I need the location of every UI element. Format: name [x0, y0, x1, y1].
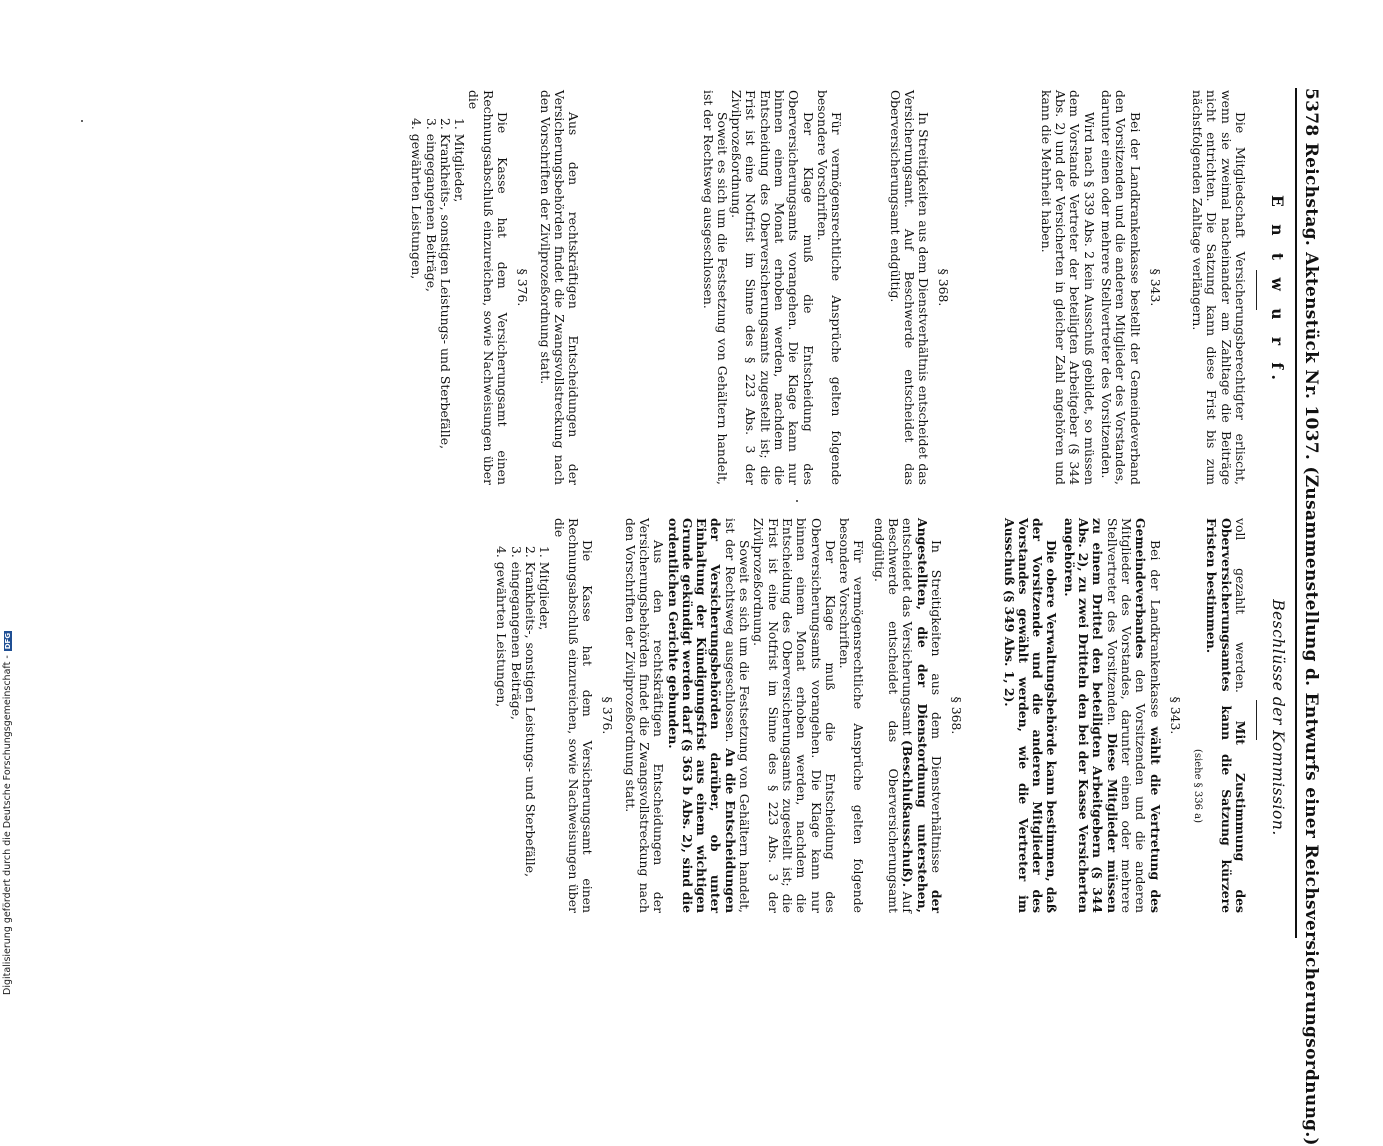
- right-column-title: Beschlüsse der Kommission.: [1269, 599, 1287, 836]
- right-paragraph: voll gezahlt werden. Mit Zustimmung des Oberversicherungsamtes kann die Satzung kürzere Fristen bestimmen.: [1204, 518, 1248, 913]
- list-item: 1. Mitglieder,: [537, 546, 553, 631]
- cross-reference-note: (siehe § 336 a): [1192, 749, 1204, 823]
- list-item: 2. Krankheits-, sonstigen Leistungs- und Sterbefälle,: [437, 118, 453, 450]
- list-item: 2. Krankheits-, sonstigen Leistungs- und Sterbefälle,: [522, 546, 538, 878]
- left-list: [409, 90, 466, 485]
- section-heading: § 343.: [1167, 696, 1183, 735]
- left-paragraph: Für vermögensrechtliche Ansprüche gelten folgende besondere Vorschriften.: [814, 90, 845, 485]
- left-paragraph: Bei der Landkrankenkasse bestellt der Gemeindeverband den Vorsitzenden und die anderen Mitglieder des Vorstandes, darunter einen oder mehrere Stellvertreter des Vorsitzenden.: [1098, 90, 1143, 485]
- left-title-rule: [1256, 270, 1257, 310]
- list-item: 4. gewährten Leistungen,: [494, 546, 510, 708]
- right-paragraph: Aus den rechtskräftigen Entscheidungen der Versicherungsbehörden findet die Zwangsvollstreckung nach den Vorschriften der Zivilprozeßordnung statt.: [622, 518, 667, 913]
- right-title-rule: [1256, 700, 1257, 740]
- right-paragraph: Die obere Verwaltungsbehörde kann bestimmen, daß der Vorsitzende und die anderen Mitglieder des Vorstandes gewählt werden, wie die Vertreter im Ausschuß (§ 349 Abs. 1, 2).: [1001, 518, 1060, 913]
- right-list: [494, 518, 551, 913]
- section-heading: § 343.: [1147, 268, 1163, 307]
- page-header: 5378 Reichstag. Aktenstück Nr. 1037. (Zusammenstellung d. Entwurfs einer Reichsversicherungsordnung.): [1295, 88, 1321, 938]
- right-column: [494, 518, 1247, 913]
- right-paragraph: Soweit es sich um die Festsetzung von Gehältern handelt, ist der Rechtsweg ausgeschlossen. An die Entscheidungen der Versicherungsbehörden darüber, ob unter Einhaltung der Kündigungsfrist aus einem wichtigen Grunde gekündigt werden darf (§ 363 b Abs. 2), sind die ordentlichen Gerichte gebunden.: [665, 518, 753, 913]
- section-heading: § 368.: [949, 696, 965, 735]
- right-paragraph: Die Kasse hat dem Versicherungsamt einen Rechnungsabschluß einzureichen, sowie Nachweisungen über die: [551, 518, 596, 913]
- right-paragraph: Für vermögensrechtliche Ansprüche gelten folgende besondere Vorschriften.: [837, 518, 867, 913]
- left-paragraph: Die Mitgliedschaft Versicherungsberechtigter erlischt, wenn sie zweimal nacheinander am Zahltage die Beiträge nicht entrichten. Die Satzung kann diese Frist bis zum nächstfolgenden Zahltage verlängern.: [1190, 90, 1248, 485]
- credit-text: Digitalisierung gefördert durch die Deutsche Forschungsgemeinschaft -: [2, 655, 13, 995]
- list-item: 4. gewährten Leistungen,: [409, 118, 425, 280]
- digitization-credit: [2, 631, 13, 995]
- left-column-title: E n t w u r f.: [1268, 195, 1287, 386]
- list-item: 1. Mitglieder,: [452, 118, 468, 203]
- scan-speck: [796, 500, 798, 502]
- left-paragraph: Soweit es sich um die Festsetzung von Gehältern handelt, ist der Rechtsweg ausgeschlossen.: [700, 90, 730, 485]
- right-paragraph: In Streitigkeiten aus dem Dienstverhältnisse der Angestellten, die der Dienstordnung unterstehen, entscheidet das Versicherungsamt (Beschlußausschuß). Auf Beschwerde entscheidet das Oberversicherungsamt endgültig.: [871, 518, 944, 913]
- right-paragraph: Bei der Landkrankenkasse wählt die Vertretung des Gemeindeverbandes den Vorsitzenden und die anderen Mitglieder des Vorstandes, darunter einen oder mehrere Stellvertreter des Vorsitzenden. Diese Mitglieder müssen zu einem Drittel den beteiligten Arbeitgebern (§ 344 Abs. 2), zu zwei Dritteln den bei der Kasse Versicherten angehören.: [1061, 518, 1163, 914]
- right-paragraph: Der Klage muß die Entscheidung des Oberversicherungsamts vorangehen. Die Klage kann nur binnen einem Monat erhoben werden, nachdem die Entscheidung des Oberversicherungsamts zugestellt ist; die Frist ist eine Notfrist im Sinne des § 223 Abs. 3 der Zivilprozeßordnung.: [751, 518, 838, 913]
- left-paragraph: Wird nach § 339 Abs. 2 kein Ausschuß gebildet, so müssen dem Vorstande Vertreter der beteiligten Arbeitgeber (§ 344 Abs. 2) und der Versicherten in gleicher Zahl angehören und kann die Mehrheit haben.: [1038, 90, 1097, 485]
- section-heading: § 368.: [936, 268, 952, 307]
- left-paragraph: Aus den rechtskräftigen Entscheidungen der Versicherungsbehörden findet die Zwangsvollstreckung nach den Vorschriften der Zivilprozeßordnung statt.: [537, 90, 582, 485]
- left-paragraph: In Streitigkeiten aus dem Dienstverhältnis entscheidet das Versicherungsamt. Auf Beschwerde entscheidet das Oberversicherungsamt endgültig.: [887, 90, 932, 485]
- list-item: 3. eingegangenen Beiträge,: [508, 546, 524, 720]
- left-paragraph: Der Klage muß die Entscheidung des Oberversicherungsamts vorangehen. Die Klage kann nur binnen einem Monat erhoben werden, nachdem die Entscheidung des Oberversicherungsamts zugestellt ist; die Frist ist eine Notfrist im Sinne des § 223 Abs. 3 der Zivilprozeßordnung.: [729, 90, 816, 485]
- scan-speck: [81, 120, 83, 122]
- section-heading: § 376.: [515, 268, 531, 307]
- left-column: [409, 90, 1247, 485]
- left-paragraph: Die Kasse hat dem Versicherungsamt einen Rechnungsabschluß einzureichen, sowie Nachweisungen über die: [466, 90, 511, 485]
- dfg-logo: DFG: [3, 632, 12, 650]
- section-heading: § 376.: [600, 696, 616, 735]
- list-item: 3. eingegangenen Beiträge,: [423, 118, 439, 292]
